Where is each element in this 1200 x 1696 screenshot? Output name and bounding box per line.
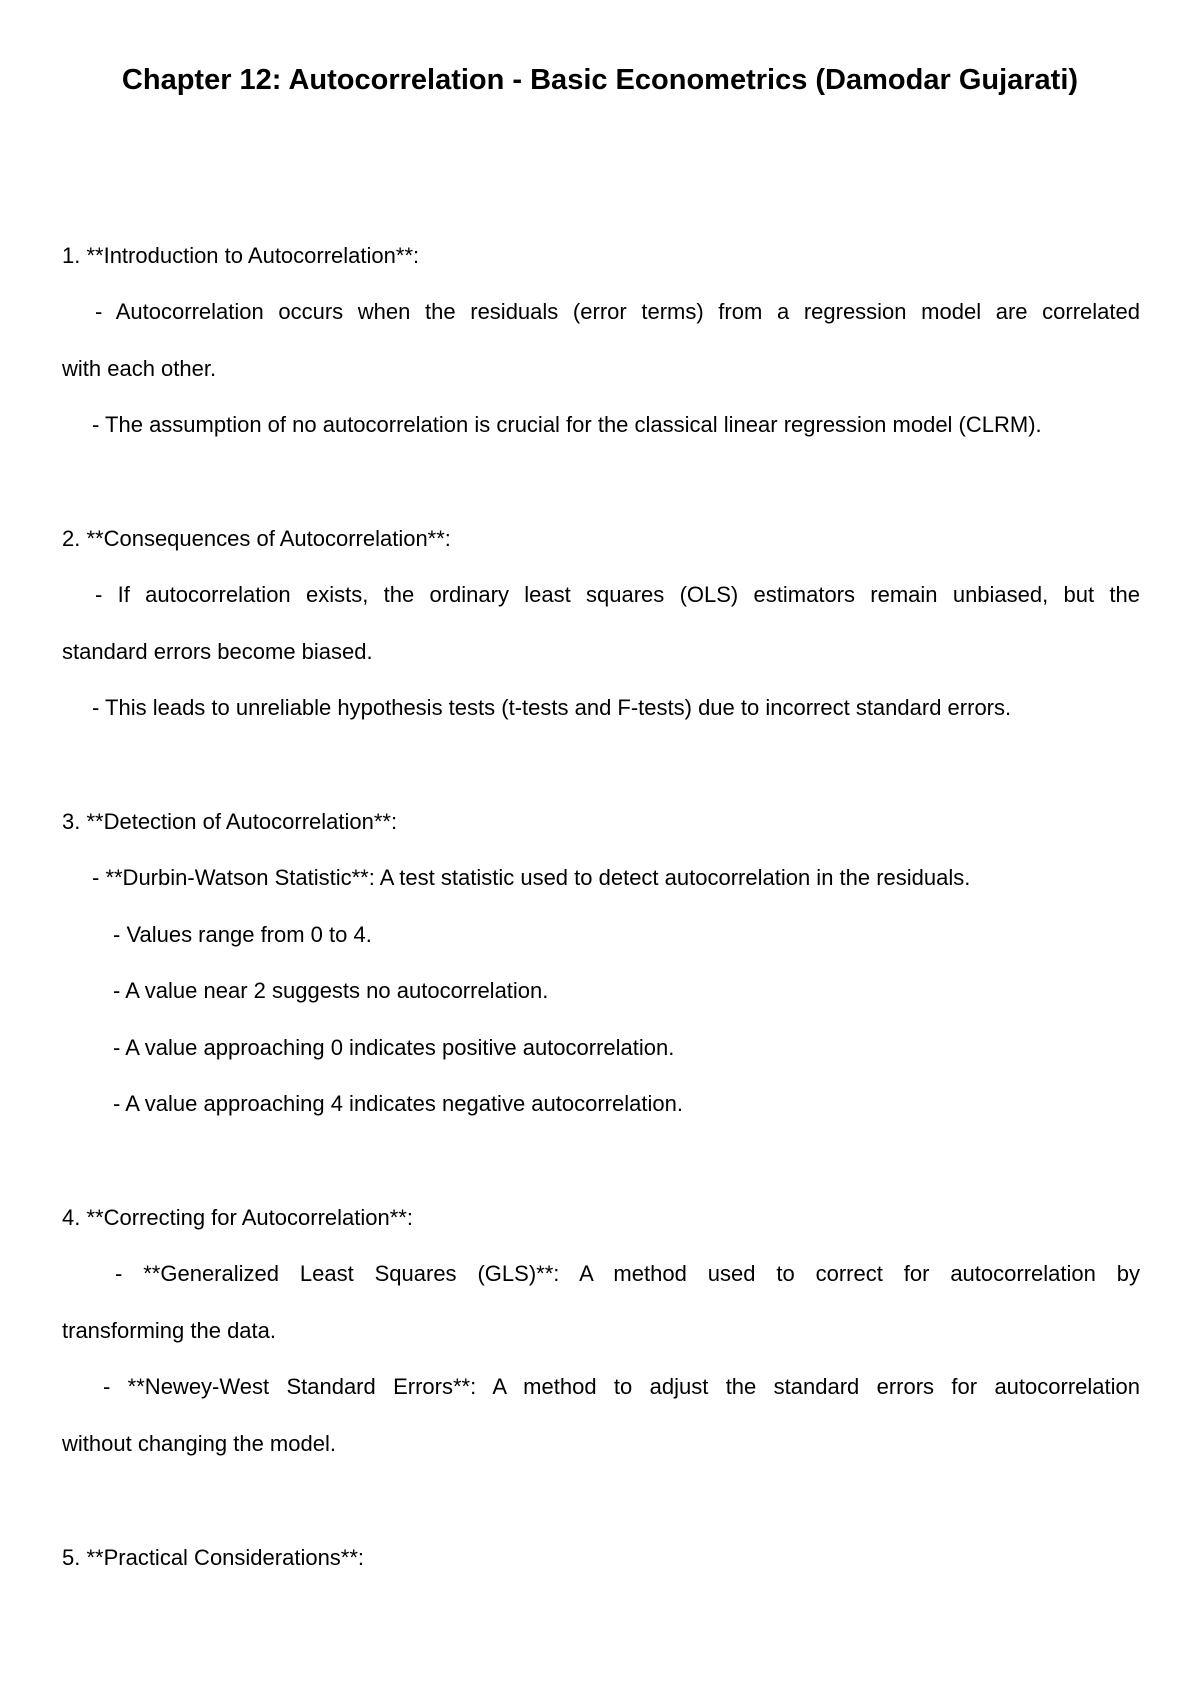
section-heading-introduction: 1. **Introduction to Autocorrelation**: (62, 243, 420, 268)
section-heading-practical: 5. **Practical Considerations**: (62, 1545, 365, 1570)
paragraph-line: - **Durbin-Watson Statistic**: A test statistic used to detect autocorrelation in the residuals. (92, 865, 971, 890)
paragraph-line: - This leads to unreliable hypothesis tests (t-tests and F-tests) due to incorrect standard errors. (92, 695, 1012, 720)
paragraph-line: with each other. (62, 356, 217, 381)
paragraph-line: - **Generalized Least Squares (GLS)**: A method used to correct for autocorrelation by (115, 1261, 1140, 1286)
paragraph-line: without changing the model. (62, 1431, 336, 1456)
list-item: - Values range from 0 to 4. (113, 922, 372, 947)
section-heading-consequences: 2. **Consequences of Autocorrelation**: (62, 526, 451, 551)
paragraph-line: - If autocorrelation exists, the ordinary least squares (OLS) estimators remain unbiased, but the (95, 582, 1140, 607)
section-heading-detection: 3. **Detection of Autocorrelation**: (62, 809, 398, 834)
list-item: - A value approaching 4 indicates negative autocorrelation. (113, 1091, 683, 1116)
paragraph-line: transforming the data. (62, 1318, 277, 1343)
paragraph-line: - Autocorrelation occurs when the residuals (error terms) from a regression model are correlated (95, 299, 1140, 324)
section-heading-correcting: 4. **Correcting for Autocorrelation**: (62, 1205, 413, 1230)
list-item: - A value approaching 0 indicates positive autocorrelation. (113, 1035, 675, 1060)
page-title: Chapter 12: Autocorrelation - Basic Econometrics (Damodar Gujarati) (121, 64, 1079, 96)
paragraph-line: - The assumption of no autocorrelation is crucial for the classical linear regression model (CLRM). (92, 412, 1042, 437)
paragraph-line: standard errors become biased. (62, 639, 373, 664)
paragraph-line: - **Newey-West Standard Errors**: A method to adjust the standard errors for autocorrelation (103, 1374, 1140, 1399)
list-item: - A value near 2 suggests no autocorrelation. (113, 978, 549, 1003)
